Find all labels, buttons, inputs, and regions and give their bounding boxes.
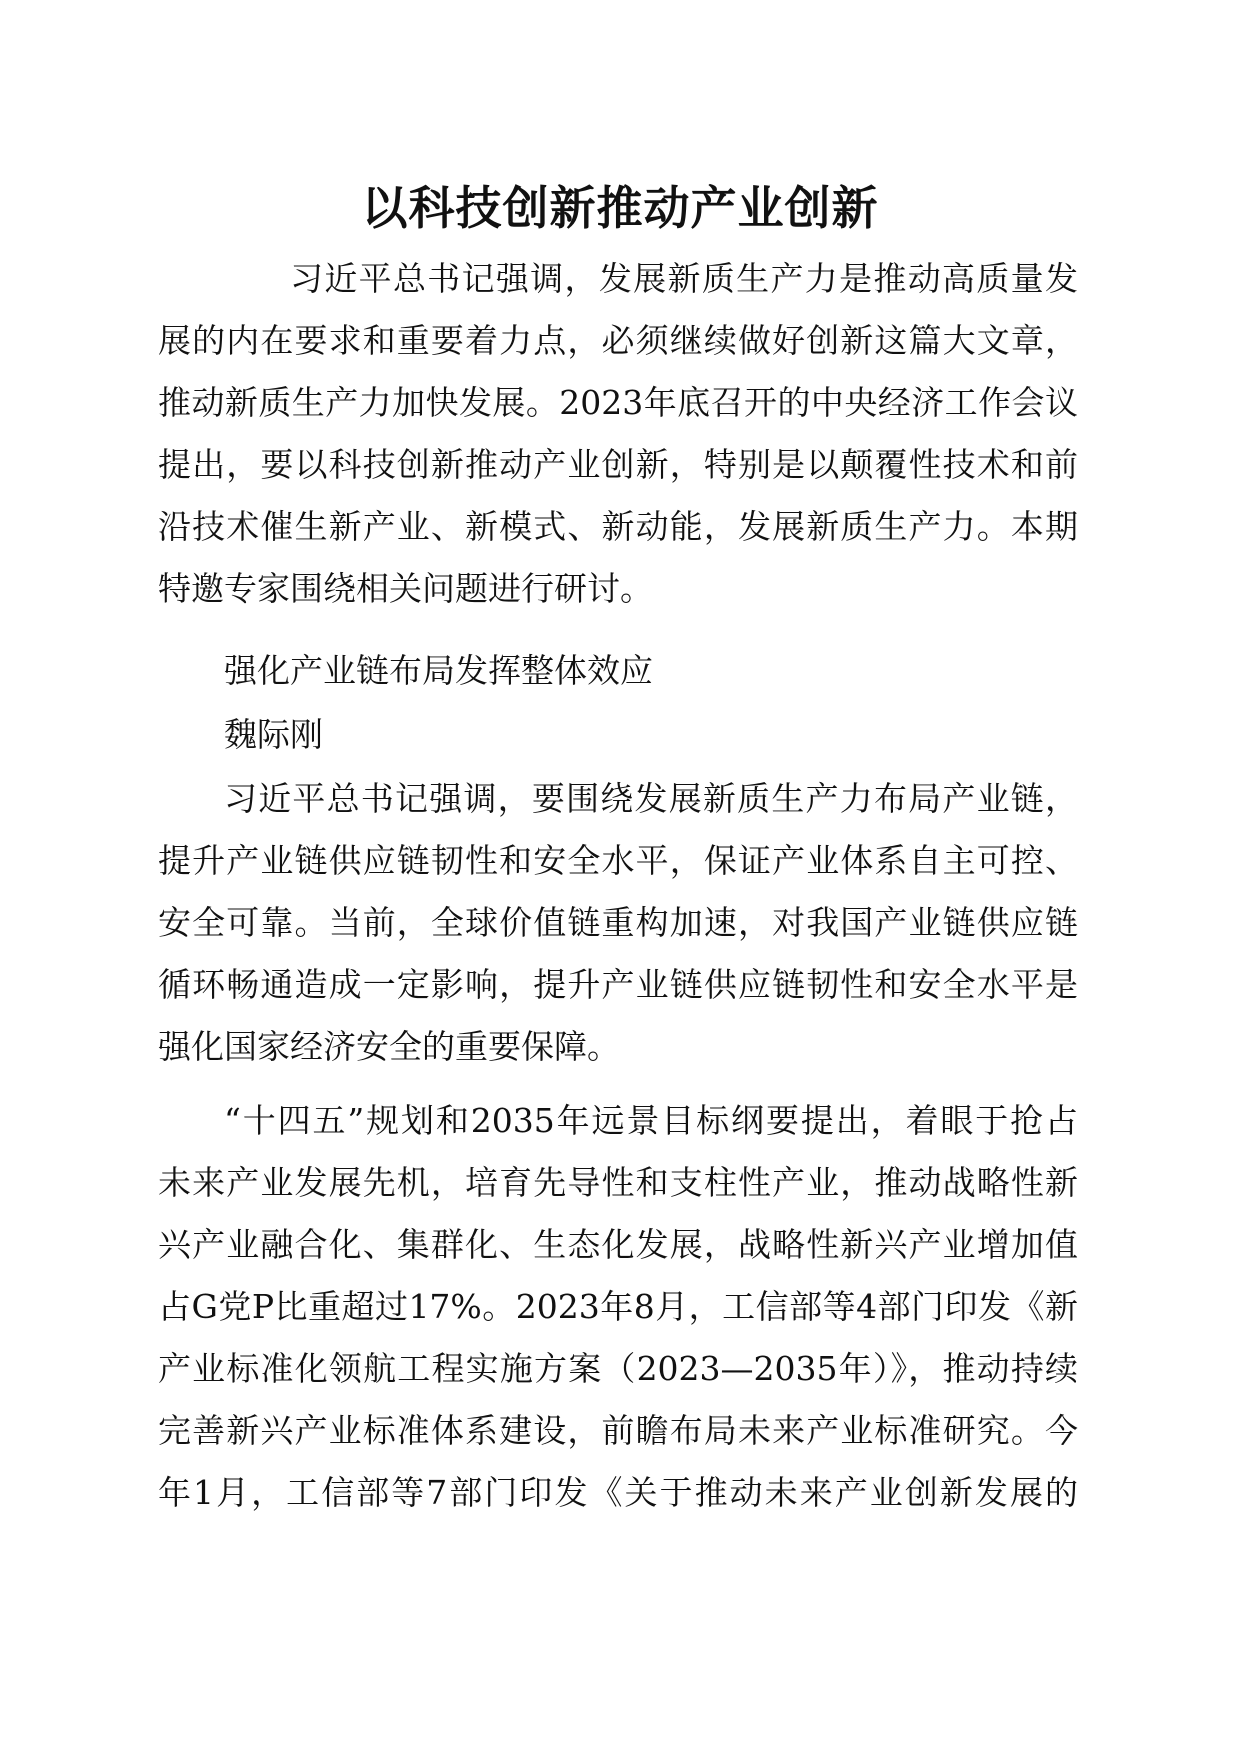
intro-line: 推动新质生产力加快发展。2023年底召开的中央经济工作会议 (158, 383, 1078, 422)
section-heading: 强化产业链布局发挥整体效应 (224, 651, 653, 690)
paragraph-line: 未来产业发展先机，培育先导性和支柱性产业，推动战略性新 (158, 1163, 1078, 1202)
body-paragraph-2 (158, 768, 1078, 1078)
paragraph-line: 习近平总书记强调，要围绕发展新质生产力布局产业链， (224, 779, 1078, 818)
paragraph-line: “十四五”规划和2035年远景目标纲要提出，着眼于抢占 (224, 1101, 1078, 1140)
paragraph-line: 安全可靠。当前，全球价值链重构加速，对我国产业链供应链 (158, 903, 1078, 942)
paragraph-line: 提升产业链供应链韧性和安全水平，保证产业体系自主可控、 (158, 841, 1078, 880)
paragraph-line: 产业标准化领航工程实施方案（2023—2035年）》，推动持续 (158, 1349, 1078, 1388)
paragraph-line: 完善新兴产业标准体系建设，前瞻布局未来产业标准研究。今 (158, 1411, 1078, 1450)
paragraph-line: 强化国家经济安全的重要保障。 (158, 1027, 620, 1066)
body-paragraph-3 (158, 1090, 1078, 1524)
paragraph-line: 占G党P比重超过17%。2023年8月，工信部等4部门印发《新 (158, 1287, 1078, 1326)
intro-line: 提出，要以科技创新推动产业创新，特别是以颠覆性技术和前 (158, 445, 1078, 484)
document-title: 以科技创新推动产业创新 (361, 181, 879, 235)
paragraph-line: 兴产业融合化、集群化、生态化发展，战略性新兴产业增加值 (158, 1225, 1078, 1264)
intro-line: 展的内在要求和重要着力点，必须继续做好创新这篇大文章， (158, 321, 1078, 360)
paragraph-line: 循环畅通造成一定影响，提升产业链供应链韧性和安全水平是 (158, 965, 1078, 1004)
paragraph-line: 年1月，工信部等7部门印发《关于推动未来产业创新发展的 (158, 1473, 1078, 1512)
intro-line: 特邀专家围绕相关问题进行研讨。 (158, 569, 653, 608)
author-name: 魏际刚 (224, 715, 323, 754)
intro-line: 习近平总书记强调，发展新质生产力是推动高质量发 (290, 259, 1078, 298)
intro-line: 沿技术催生新产业、新模式、新动能，发展新质生产力。本期 (158, 507, 1078, 546)
intro-paragraph (158, 248, 1078, 620)
